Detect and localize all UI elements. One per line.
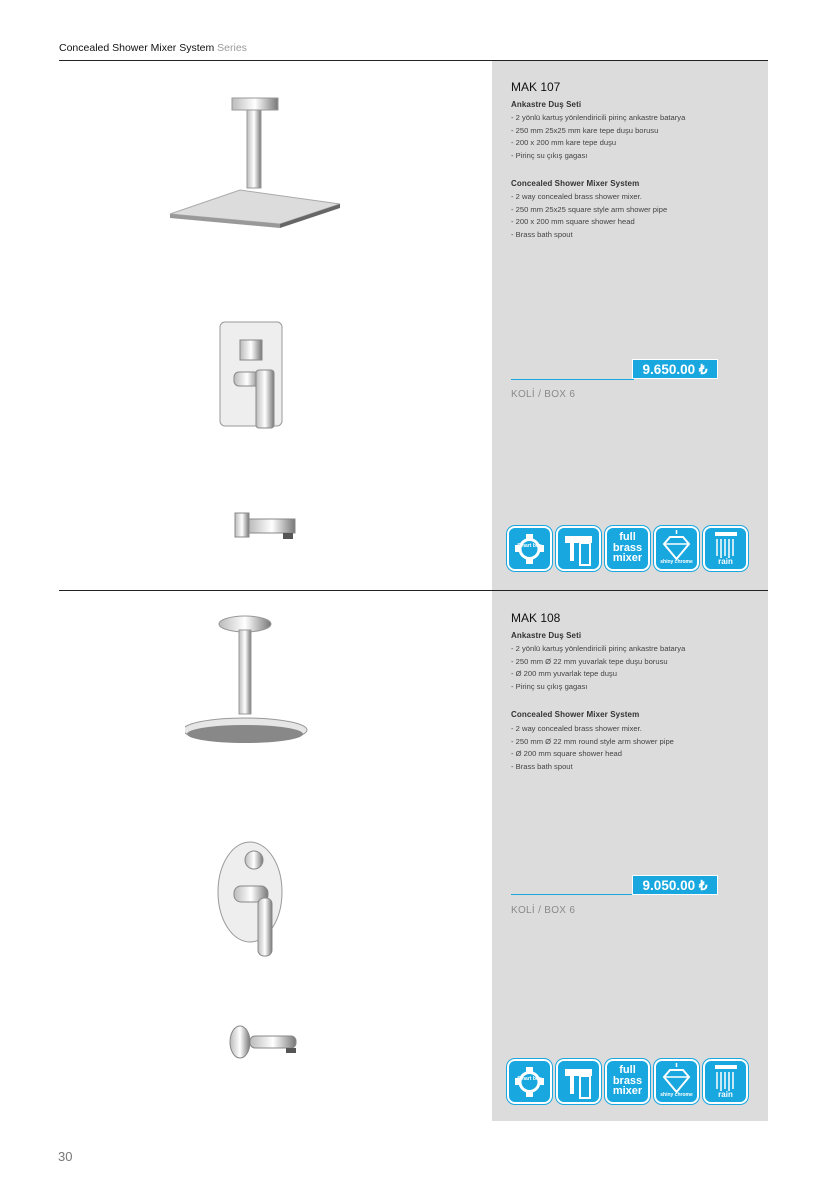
price-underline-1 bbox=[511, 379, 634, 380]
shiny-chrome-icon bbox=[654, 526, 699, 571]
en-spec-item: - Brass bath spout bbox=[511, 761, 573, 771]
rain-label: rain bbox=[718, 557, 733, 566]
header-title: Concealed Shower Mixer System bbox=[59, 42, 215, 54]
en-spec-item: - Brass bath spout bbox=[511, 229, 573, 239]
price-tag-2: 9.050.00 ₺ bbox=[632, 875, 718, 895]
round-bath-spout-image bbox=[228, 1022, 303, 1072]
full-brass-mixer-icon bbox=[605, 526, 650, 571]
round-mixer-plate-image bbox=[212, 838, 292, 958]
en-title-1: Concealed Shower Mixer System bbox=[511, 179, 640, 188]
page-number: 30 bbox=[58, 1149, 73, 1164]
square-shower-head-image bbox=[160, 92, 345, 237]
tr-spec-item: - Ø 200 mm yuvarlak tepe duşu bbox=[511, 669, 617, 679]
smart-box-label: Smart box bbox=[517, 1076, 542, 1082]
header-series: Series bbox=[217, 42, 247, 54]
shiny-chrome-icon bbox=[654, 1059, 699, 1104]
en-spec-item: - 200 x 200 mm square shower head bbox=[511, 217, 635, 227]
round-shower-head-image bbox=[185, 612, 330, 752]
tr-spec-item: - 2 yönlü kartuş yönlendiricili pirinç ankastre batarya bbox=[511, 113, 686, 122]
tr-spec-item: - Pirinç su çıkış gagası bbox=[511, 150, 588, 160]
cartridge-icon bbox=[556, 1059, 601, 1104]
square-mixer-plate-image bbox=[210, 318, 290, 433]
model-code-1: MAK 107 bbox=[511, 80, 561, 94]
cartridge-icon bbox=[556, 526, 601, 571]
tr-spec-item: - 2 yönlü kartuş yönlendiricili pirinç ankastre batarya bbox=[511, 644, 686, 653]
shiny-chrome-label: shiny chrome bbox=[660, 559, 693, 565]
tr-spec-list-1 bbox=[511, 112, 685, 162]
full-brass-label: full brass mixer bbox=[612, 531, 643, 564]
tr-title-1: Ankastre Duş Seti bbox=[511, 100, 582, 109]
square-bath-spout-image bbox=[225, 505, 300, 555]
rain-shower-icon bbox=[703, 1059, 748, 1104]
tr-spec-item: - 200 x 200 mm kare tepe duşu bbox=[511, 138, 617, 148]
tr-spec-list-2 bbox=[511, 643, 685, 693]
en-spec-list-1 bbox=[511, 191, 667, 241]
en-spec-item: - Ø 200 mm square shower head bbox=[511, 749, 623, 759]
smart-box-label: Smart box bbox=[517, 543, 542, 549]
feature-icons-2 bbox=[507, 1059, 748, 1104]
en-spec-item: - 2 way concealed brass shower mixer. bbox=[511, 724, 642, 733]
full-brass-label: full brass mixer bbox=[612, 1064, 643, 1097]
box-quantity-2: KOLİ / BOX 6 bbox=[511, 905, 576, 916]
box-quantity-1: KOLİ / BOX 6 bbox=[511, 389, 576, 400]
tr-spec-item: - Pirinç su çıkış gagası bbox=[511, 681, 588, 691]
rain-label: rain bbox=[718, 1090, 733, 1099]
en-spec-item: - 250 mm 25x25 square style arm shower pipe bbox=[511, 204, 668, 214]
shiny-chrome-label: shiny chrome bbox=[660, 1092, 693, 1098]
price-tag-1: 9.650.00 ₺ bbox=[632, 359, 718, 379]
full-brass-mixer-icon bbox=[605, 1059, 650, 1104]
smart-box-icon bbox=[507, 1059, 552, 1104]
page-header bbox=[59, 42, 247, 54]
model-code-2: MAK 108 bbox=[511, 611, 561, 625]
feature-icons-1 bbox=[507, 526, 748, 571]
en-spec-item: - 250 mm Ø 22 mm round style arm shower pipe bbox=[511, 736, 674, 746]
rain-shower-icon bbox=[703, 526, 748, 571]
tr-title-2: Ankastre Duş Seti bbox=[511, 631, 582, 640]
price-underline-2 bbox=[511, 894, 634, 895]
en-title-2: Concealed Shower Mixer System bbox=[511, 710, 640, 719]
tr-spec-item: - 250 mm 25x25 mm kare tepe duşu borusu bbox=[511, 125, 659, 135]
en-spec-item: - 2 way concealed brass shower mixer. bbox=[511, 192, 642, 201]
smart-box-icon bbox=[507, 526, 552, 571]
en-spec-list-2 bbox=[511, 723, 674, 773]
tr-spec-item: - 250 mm Ø 22 mm yuvarlak tepe duşu borusu bbox=[511, 656, 668, 666]
